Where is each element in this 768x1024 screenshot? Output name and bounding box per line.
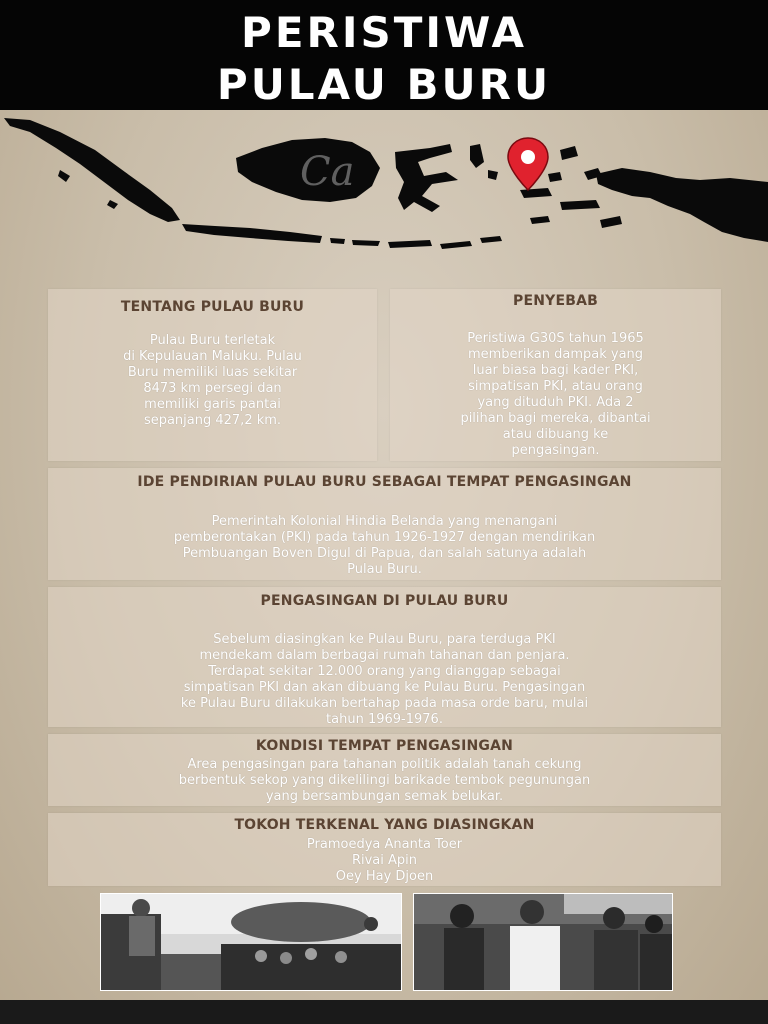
cause-line: pilihan bagi mereka, dibantai (460, 411, 651, 426)
exile-line: Sebelum diasingkan ke Pulau Buru, para terduga PKI (213, 632, 556, 647)
footer-bar (0, 1000, 768, 1024)
idea-panel (48, 468, 721, 580)
about-line: sepanjang 427,2 km. (143, 413, 282, 428)
condition-line: yang bersambungan semak belukar. (265, 789, 504, 804)
about-line: Buru memiliki luas sekitar (127, 365, 298, 380)
figure-name: Pramoedya Ananta Toer (306, 837, 463, 852)
page-title-line-1: PERISTIWA (241, 8, 527, 57)
cause-line: atau dibuang ke (502, 427, 609, 442)
header-banner (0, 0, 768, 110)
about-line: 8473 km persegi dan (143, 381, 282, 396)
figure-name: Oey Hay Djoen (335, 869, 434, 884)
cause-text (400, 331, 711, 459)
cause-panel (390, 289, 721, 461)
about-line: di Kepulauan Maluku. Pulau (123, 349, 302, 364)
exile-title: PENGASINGAN DI PULAU BURU (260, 593, 509, 609)
idea-line: Pulau Buru. (347, 562, 422, 577)
cause-line: simpatisan PKI, atau orang (468, 379, 643, 394)
indonesia-map (0, 110, 768, 270)
figures-list (54, 837, 715, 885)
about-text (58, 333, 367, 429)
cause-line: yang dituduh PKI. Ada 2 (477, 395, 634, 410)
exile-line: mendekam dalam berbagai rumah tahanan dan penjara. (199, 648, 570, 663)
cause-line: Peristiwa G30S tahun 1965 (467, 331, 644, 346)
condition-line: Area pengasingan para tahanan politik adalah tanah cekung (187, 757, 582, 772)
photo-soldiers-truck-image (101, 894, 401, 990)
about-line: Pulau Buru terletak (149, 333, 276, 348)
idea-title: IDE PENDIRIAN PULAU BURU SEBAGAI TEMPAT PENGASINGAN (137, 474, 632, 490)
condition-text (54, 757, 715, 805)
photo-soldiers-prisoner-image (414, 894, 672, 990)
exile-text (54, 632, 715, 728)
about-panel (48, 289, 377, 461)
cause-line: pengasingan. (511, 443, 600, 458)
condition-panel (48, 734, 721, 806)
figure-name: Rivai Apin (351, 853, 418, 868)
map-watermark: Ca (300, 149, 355, 195)
page-title-line-2: PULAU BURU (216, 60, 552, 109)
photo-soldiers-prisoner (413, 893, 673, 991)
cause-line: memberikan dampak yang (467, 347, 644, 362)
map-landmass (4, 118, 768, 249)
idea-line: Pembuangan Boven Digul di Papua, dan salah satunya adalah (182, 546, 587, 561)
figures-title: TOKOH TERKENAL YANG DIASINGKAN (234, 817, 535, 833)
exile-line: simpatisan PKI dan akan dibuang ke Pulau Buru. Pengasingan (183, 680, 586, 695)
idea-line: Pemerintah Kolonial Hindia Belanda yang menangani (211, 514, 558, 529)
about-title: TENTANG PULAU BURU (120, 299, 305, 315)
exile-line: Terdapat sekitar 12.000 orang yang dianggap sebagai (208, 664, 561, 679)
photo-soldiers-truck (100, 893, 402, 991)
idea-text (54, 514, 715, 578)
idea-line: pemberontakan (PKI) pada tahun 1926-1927 dengan mendirikan (173, 530, 596, 545)
exile-line: ke Pulau Buru dilakukan bertahap pada masa orde baru, mulai (180, 696, 589, 711)
exile-line: tahun 1969-1976. (326, 712, 443, 727)
exile-panel (48, 587, 721, 727)
condition-line: berbentuk sekop yang dikelilingi barikade tembok pegunungan (178, 773, 591, 788)
cause-line: luar biasa bagi kader PKI, (472, 363, 639, 378)
location-pin-icon (508, 138, 548, 190)
cause-title: PENYEBAB (512, 293, 599, 309)
figures-panel (48, 813, 721, 886)
about-line: memiliki garis pantai (144, 397, 281, 412)
condition-title: KONDISI TEMPAT PENGASINGAN (255, 738, 514, 754)
